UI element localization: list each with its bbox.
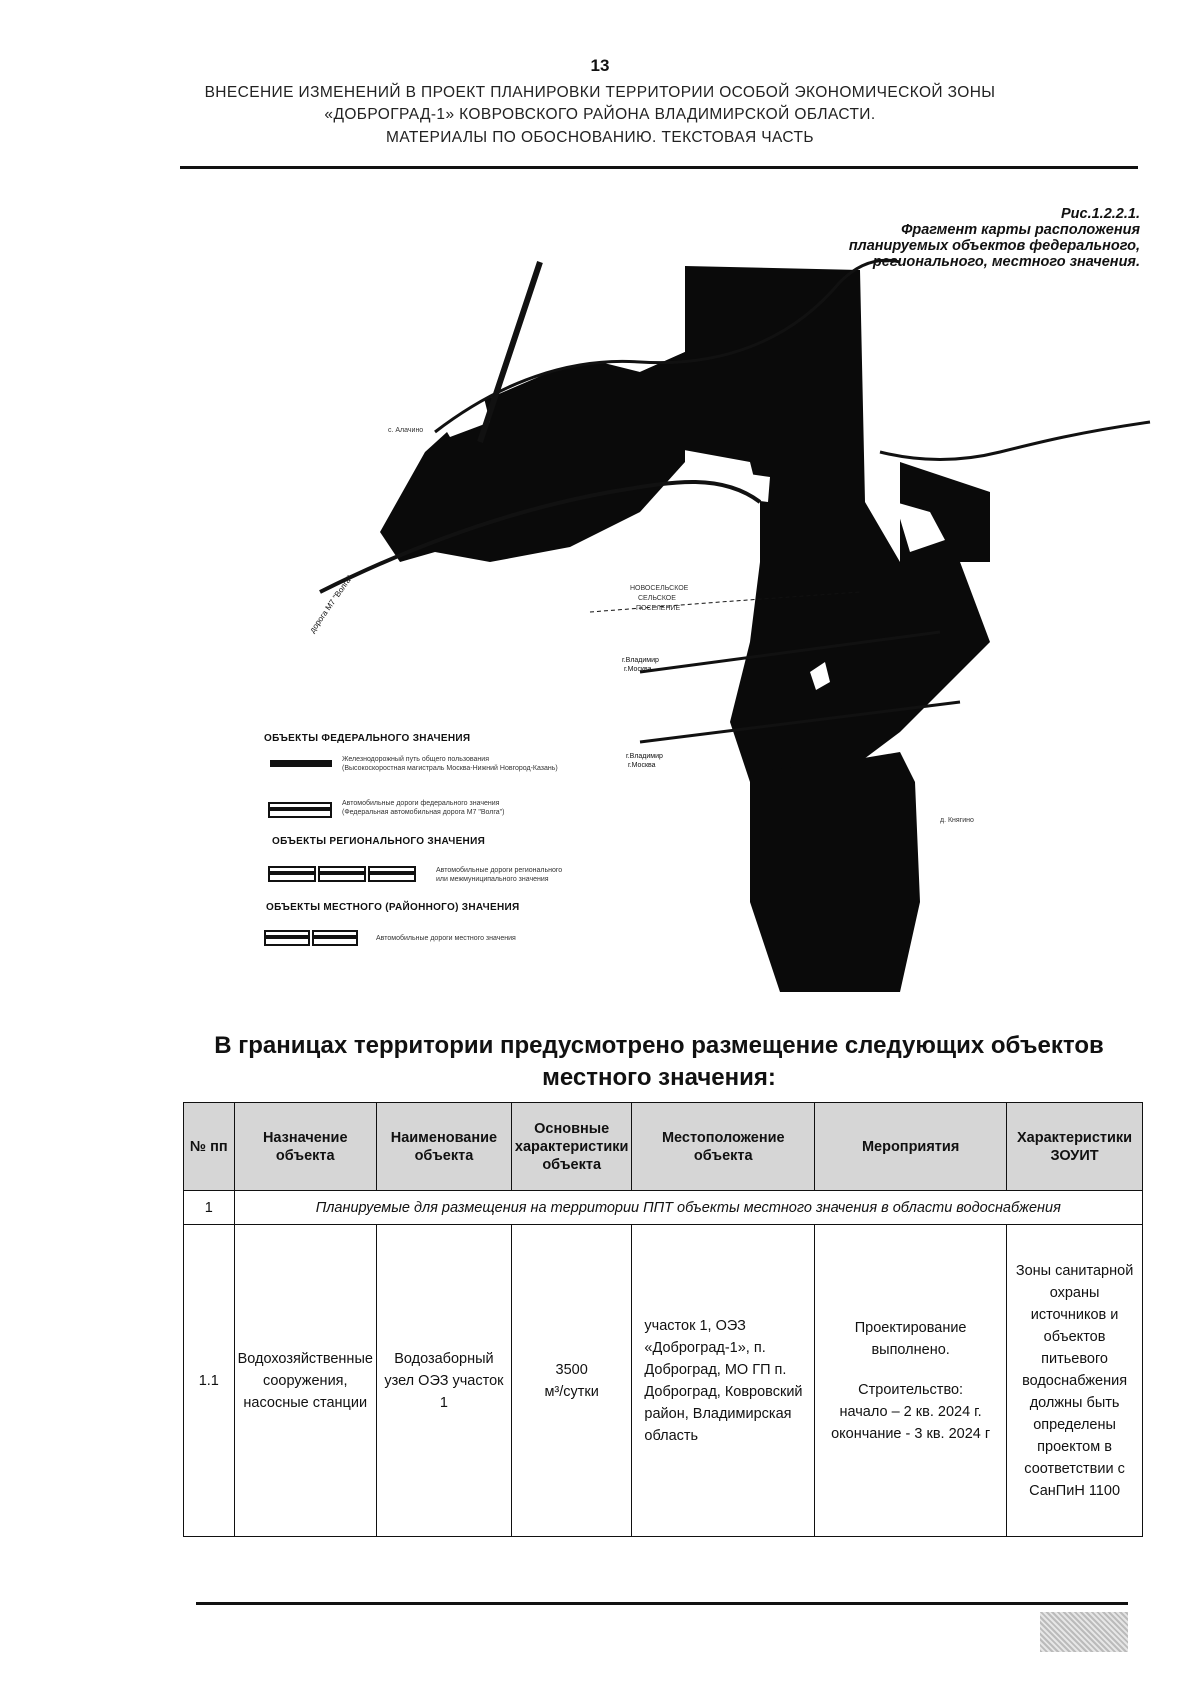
document-header-line2: «ДОБРОГРАД-1» КОВРОВСКОГО РАЙОНА ВЛАДИМИРСКОЙ ОБЛАСТИ. — [324, 106, 876, 123]
legend-fedroad-line2: (Федеральная автомобильная дорога М7 "Волга") — [342, 809, 505, 816]
legend-federal-title: ОБЪЕКТЫ ФЕДЕРАЛЬНОГО ЗНАЧЕНИЯ — [264, 733, 471, 744]
header-measures: Мероприятия — [815, 1103, 1007, 1191]
row-measures-start: начало – 2 кв. 2024 г. — [839, 1403, 982, 1420]
row-measures-spacer — [818, 1361, 1003, 1379]
header-name: Наименование объекта — [376, 1103, 511, 1191]
row-capacity-unit: м³/сутки — [544, 1383, 599, 1400]
header-location: Местоположение объекта — [632, 1103, 815, 1191]
row-measures-end: окончание - 3 кв. 2024 г — [831, 1425, 991, 1442]
legend-rail-desc — [342, 755, 558, 773]
legend-regional-road-symbol-3 — [368, 866, 416, 882]
row-capacity-value: 3500 — [555, 1361, 588, 1378]
map-label-moscow-2: г.Москва — [628, 762, 656, 769]
section-num: 1 — [184, 1191, 235, 1225]
legend-regroad-line1: Автомобильные дороги регионального — [436, 867, 563, 874]
legend-regional-road-symbol-2 — [318, 866, 366, 882]
row-num: 1.1 — [184, 1225, 235, 1537]
table-row — [184, 1225, 1143, 1537]
map-zone-west — [380, 352, 685, 562]
local-road-east — [880, 422, 1150, 460]
local-objects-table — [183, 1102, 1143, 1537]
legend-federal-road-desc — [342, 799, 504, 817]
legend-local-title: ОБЪЕКТЫ МЕСТНОГО (РАЙОННОГО) ЗНАЧЕНИЯ — [266, 902, 520, 913]
legend-local-road-symbol-2 — [312, 930, 358, 946]
row-zouit: Зоны санитарной охраны источников и объектов питьевого водоснабжения должны быть определены проектом в соответствии с СанПиН 1100 — [1007, 1225, 1143, 1537]
map-label-village-top: с. Алачино — [388, 427, 424, 434]
page-number: 13 — [590, 56, 610, 75]
header-divider — [180, 166, 1138, 169]
legend-regional-title: ОБЪЕКТЫ РЕГИОНАЛЬНОГО ЗНАЧЕНИЯ — [272, 836, 486, 847]
header-num: № пп — [184, 1103, 235, 1191]
row-location: участок 1, ОЭЗ «Доброград-1», п. Доброград, МО ГП п. Доброград, Ковровский район, Владимирская область — [632, 1225, 815, 1537]
map-label-moscow-1: г.Москва — [624, 666, 652, 673]
legend-federal-road-symbol — [268, 802, 332, 818]
legend-local-road-desc: Автомобильные дороги местного значения — [376, 935, 516, 942]
header-purpose: Назначение объекта — [234, 1103, 376, 1191]
table-header-row — [184, 1103, 1143, 1191]
document-header-line1: ВНЕСЕНИЕ ИЗМЕНЕНИЙ В ПРОЕКТ ПЛАНИРОВКИ ТЕРРИТОРИИ ОСОБОЙ ЭКОНОМИЧЕСКОЙ ЗОНЫ — [204, 84, 996, 101]
map-label-vladimir-2: г.Владимир — [626, 753, 663, 760]
figure-caption-line2: планируемых объектов федерального, — [848, 238, 1140, 254]
header-zouit: Характеристики ЗОУИТ — [1007, 1103, 1143, 1191]
footer-divider — [196, 1602, 1128, 1605]
legend-regroad-line2: или межмуниципального значения — [436, 876, 549, 883]
map-label-settlement-1: НОВОСЕЛЬСКОЕ — [630, 585, 689, 592]
map-label-road-m7: дорога М7 "Волга" — [307, 573, 355, 635]
legend-fedroad-line1: Автомобильные дороги федерального значения — [342, 800, 500, 807]
map-zone-south — [750, 752, 920, 992]
legend-local-road-symbol-1 — [264, 930, 310, 946]
map-label-vladimir-1: г.Владимир — [622, 657, 659, 664]
scan-stamp-mark — [1040, 1612, 1128, 1652]
map-label-settlement-3: ПОСЕЛЕНИЕ — [636, 605, 681, 612]
section-text: Планируемые для размещения на территории ППТ объекты местного значения в области водоснабжения — [234, 1191, 1142, 1225]
legend-rail-line1: Железнодорожный путь общего пользования — [342, 756, 489, 763]
header-characteristics: Основные характеристики объекта — [511, 1103, 632, 1191]
section-title-line1: В границах территории предусмотрено размещение следующих объектов — [214, 1032, 1104, 1059]
legend-regional-road-symbol-1 — [268, 866, 316, 882]
map-label-village-bottom: д. Княгино — [940, 817, 974, 824]
legend-rail-line2: (Высокоскоростная магистраль Москва-Нижний Новгород-Казань) — [342, 765, 558, 772]
row-measures-design: Проектирование выполнено. — [854, 1319, 967, 1358]
table-section-row — [184, 1191, 1143, 1225]
document-header-line3: МАТЕРИАЛЫ ПО ОБОСНОВАНИЮ. ТЕКСТОВАЯ ЧАСТЬ — [386, 129, 814, 146]
figure-label: Рис.1.2.2.1. — [1061, 206, 1140, 222]
figure-caption-line1: Фрагмент карты расположения — [901, 222, 1140, 238]
section-title — [180, 1030, 1138, 1094]
row-measures — [815, 1225, 1007, 1537]
map-label-settlement-2: СЕЛЬСКОЕ — [638, 595, 676, 602]
legend-rail-symbol — [270, 760, 332, 767]
section-title-line2: местного значения: — [542, 1064, 776, 1091]
legend-regional-road-desc — [436, 866, 562, 884]
row-measures-construction: Строительство: — [858, 1381, 964, 1398]
figure-caption-line3: регионального, местного значения. — [872, 254, 1140, 270]
row-purpose: Водохозяйственные сооружения, насосные станции — [234, 1225, 376, 1537]
row-capacity — [511, 1225, 632, 1537]
row-name: Водозаборный узел ОЭЗ участок 1 — [376, 1225, 511, 1537]
